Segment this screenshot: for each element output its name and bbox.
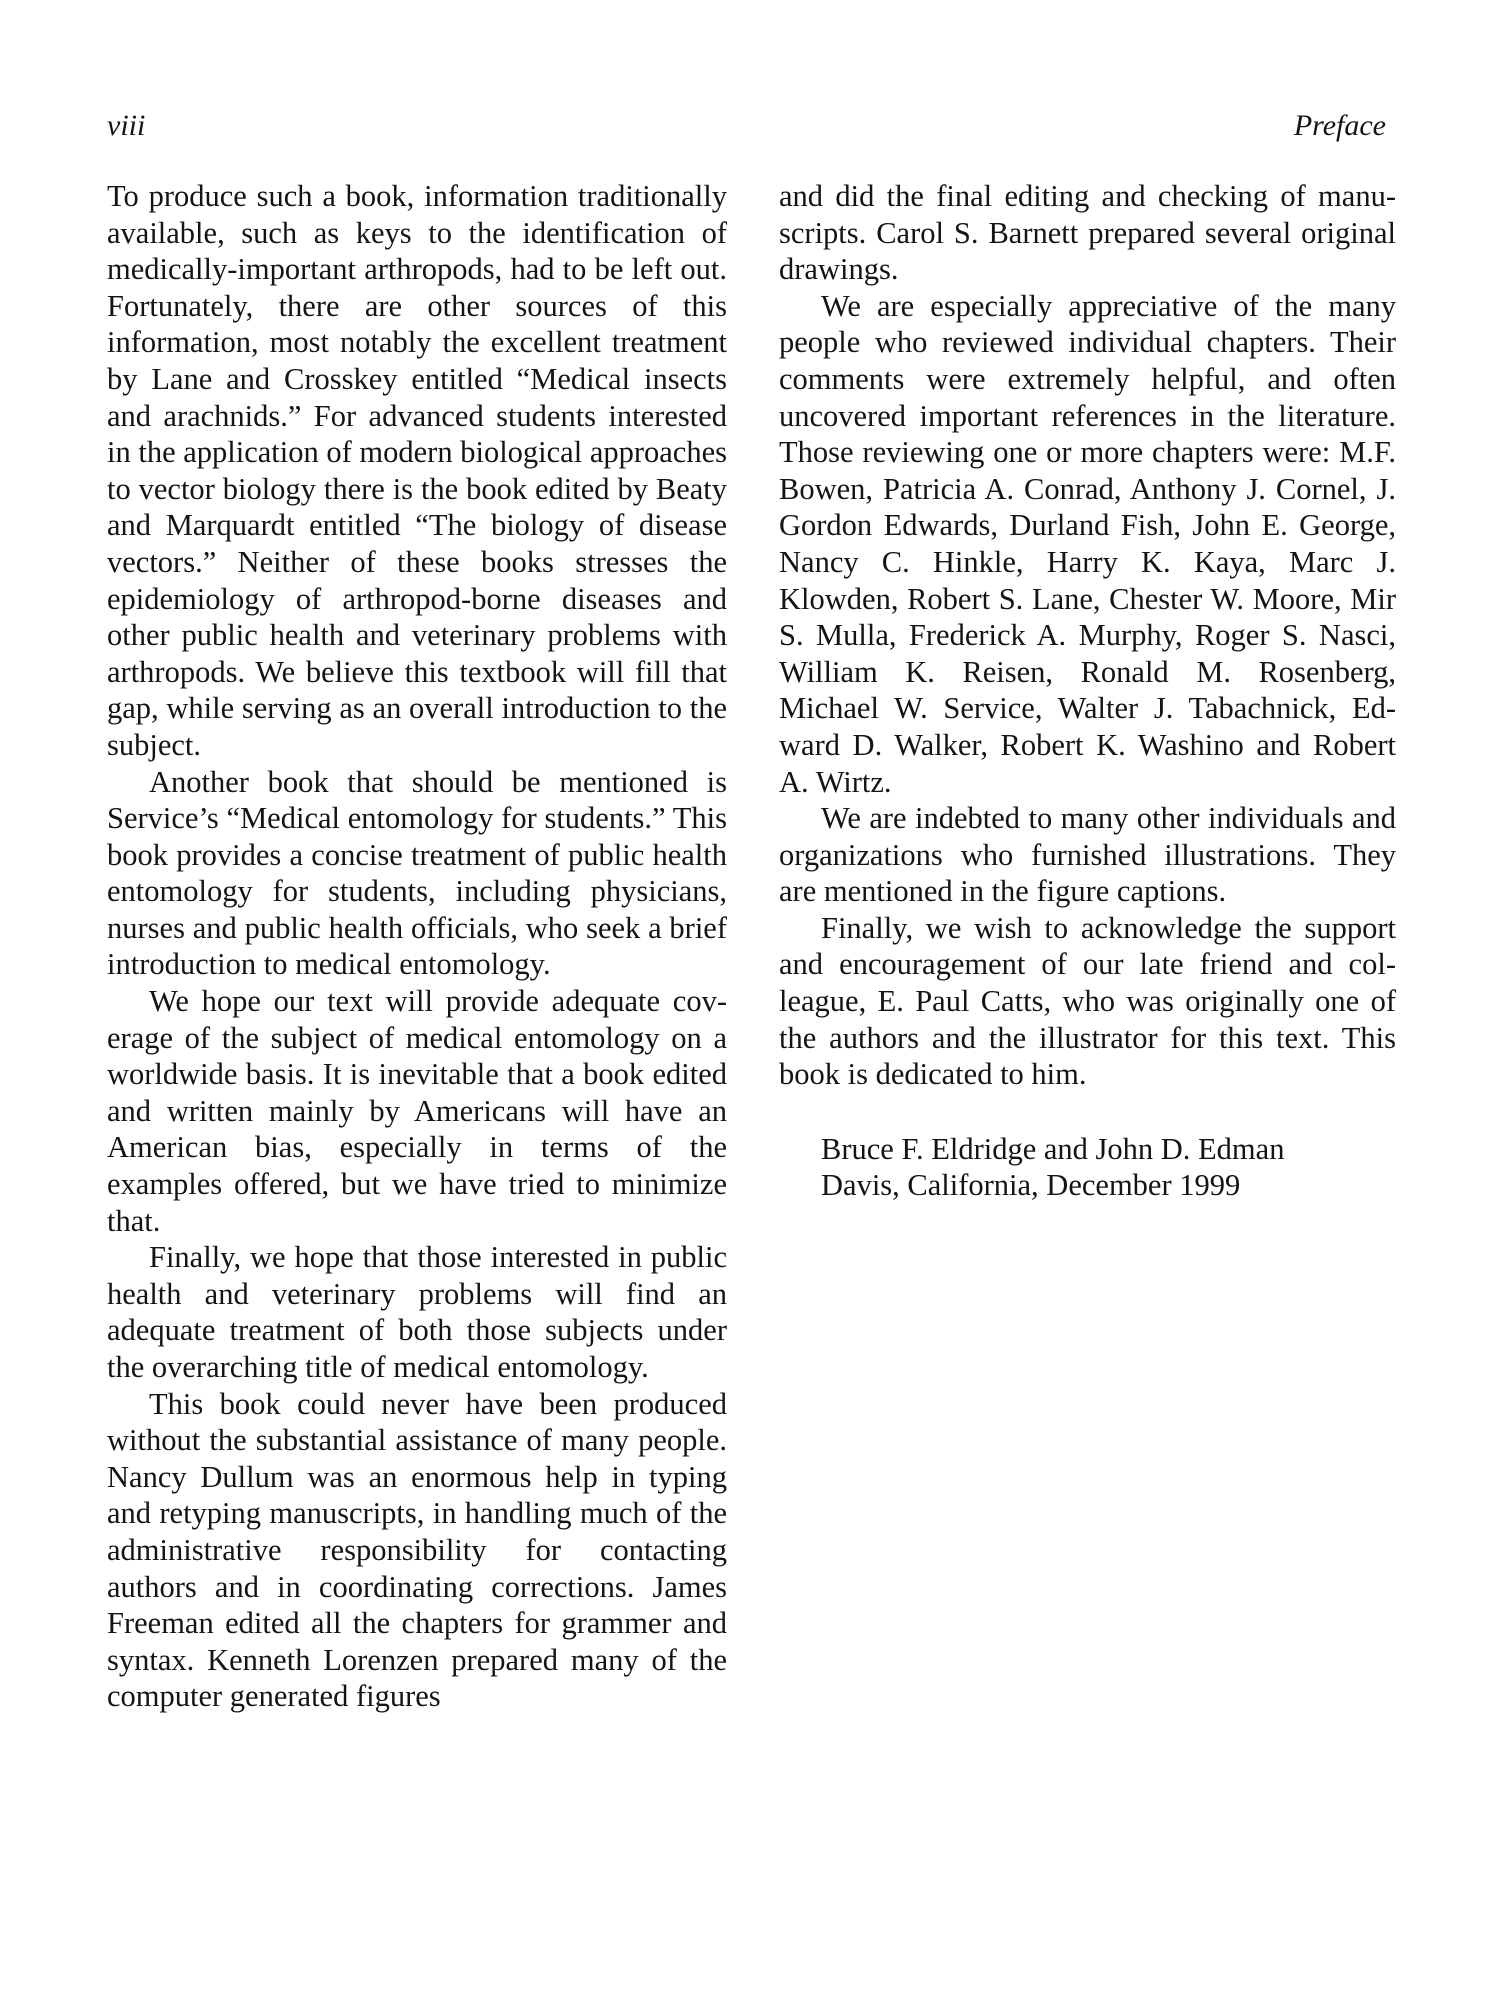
page-number: viii — [107, 109, 146, 142]
left-text-column — [107, 178, 727, 1715]
signature-block — [779, 1131, 1396, 1204]
paragraph: We are especially appreciative of the many people who reviewed individual chapters. Their comments were extremely helpful, and often uncovered important references in the literature. Those reviewing one or more chapters were: M.F. Bowen, Patricia A. Conrad, Anthony J. Cornel, J. Gordon Edwards, Durland Fish, John E. George, Nancy C. Hinkle, Harry K. Kaya, Marc J. Klowden, Robert S. Lane, Chester W. Moore, Mir S. Mulla, Frederick A. Murphy, Roger S. Nasci, William K. Reisen, Ronald M. Rosenberg, Michael W. Service, Walter J. Tabachnick, Edward D. Walker, Robert K. Washino and Robert A. Wirtz. — [779, 288, 1396, 799]
paragraph: We are indebted to many other individuals and organizations who furnished illustrations. They are mentioned in the figure captions. — [779, 801, 1396, 909]
paragraph: and did the final editing and checking of manuscripts. Carol S. Barnett prepared several original drawings. — [779, 179, 1396, 287]
signature-place-date: Davis, California, December 1999 — [821, 1168, 1241, 1203]
right-text-column — [779, 178, 1396, 1204]
paragraph: Another book that should be mentioned is Service’s “Medical entomology for students.” This book provides a concise treatment of public health entomology for students, including physicians, nurses and public health officials, who seek a brief introduction to medical entomology. — [107, 764, 727, 982]
paragraph: This book could never have been produced without the substantial assistance of many people. Nancy Dullum was an enormous help in typing and retyping manuscripts, in handling much of the administrative responsibility for contacting authors and in coordinating corrections. James Freeman edited all the chapters for grammer and syntax. Kenneth Lorenzen prepared many of the computer generated figures — [107, 1386, 727, 1714]
paragraph: We hope our text will provide adequate coverage of the subject of medical entomology on a worldwide basis. It is inevitable that a book edited and written mainly by Americans will have an American bias, especially in terms of the examples offered, but we have tried to minimize that. — [107, 984, 727, 1238]
signature-authors: Bruce F. Eldridge and John D. Edman — [821, 1131, 1285, 1166]
running-head-title: Preface — [1293, 109, 1386, 142]
paragraph: To produce such a book, information traditionally available, such as keys to the identification of medically-important arthropods, had to be left out. Fortunately, there are other sources of this information, most notably the excellent treatment by Lane and Crosskey entitled “Medical insects and arachnids.” For advanced students interested in the application of modern biological approaches to vector biology there is the book edited by Beaty and Marquardt entitled “The biology of disease vectors.” Neither of these books stresses the epidemiology of arthropod-borne diseases and other public health and veterinary problems with arthropods. We believe this textbook will fill that gap, while serving as an overall introduction to the subject. — [107, 179, 727, 762]
paragraph: Finally, we hope that those interested in public health and veterinary problems will find an adequate treatment of both those subjects under the overarching title of medical entomology. — [107, 1240, 727, 1384]
paragraph: Finally, we wish to acknowledge the support and encouragement of our late friend and colleague, E. Paul Catts, who was originally one of the authors and the illustrator for this text. This book is dedicated to him. — [779, 910, 1396, 1092]
